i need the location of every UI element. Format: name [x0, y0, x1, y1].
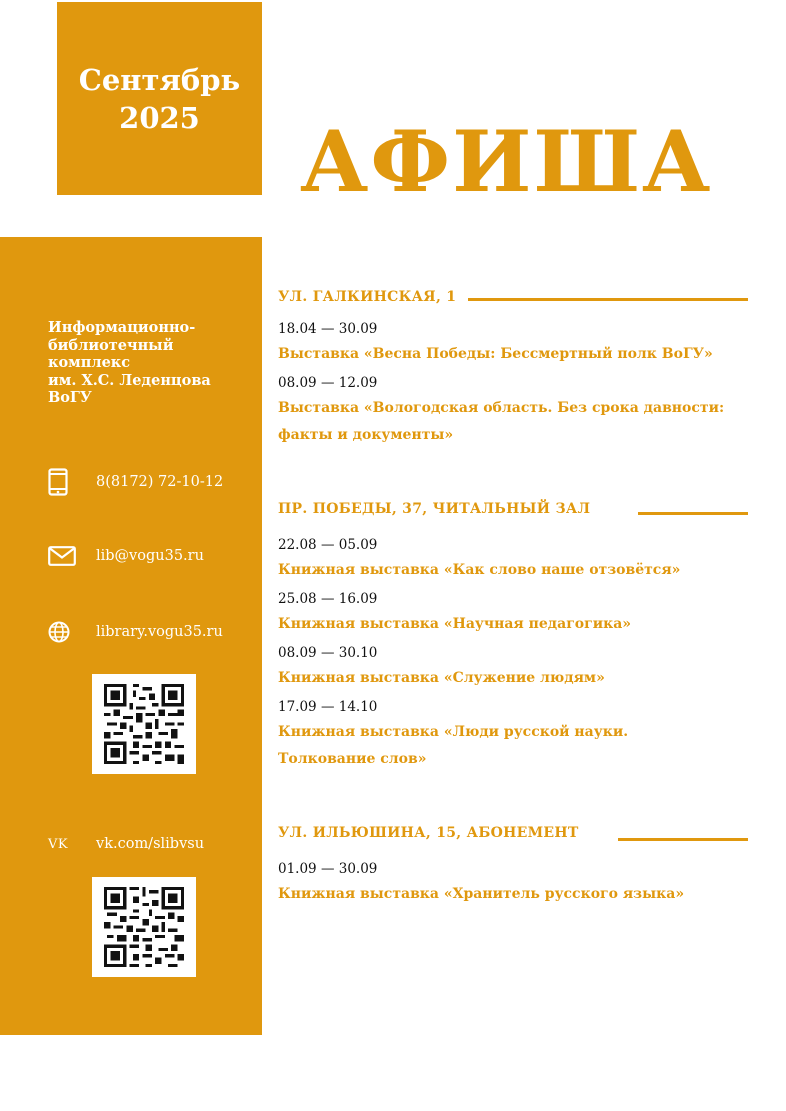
page-title: АФИША: [300, 112, 713, 211]
vk-icon: VK: [48, 836, 69, 852]
section-divider: [468, 298, 748, 301]
mail-icon: [48, 541, 82, 571]
section-heading-label: ПР. ПОБЕДЫ, 37, ЧИТАЛЬНЫЙ ЗАЛ: [278, 501, 591, 517]
section-heading-galkinskaya: [278, 289, 748, 309]
event-date: 17.09 — 14.10: [278, 699, 378, 715]
org-line: библиотечный: [48, 336, 174, 354]
org-line: им. Х.С. Леденцова: [48, 371, 211, 389]
org-line: ВоГУ: [48, 389, 92, 406]
event-date: 18.04 — 30.09: [278, 321, 378, 337]
event-title: Книжная выставка «Как слово наше отзовётся»: [278, 562, 681, 578]
event-date: 08.09 — 12.09: [278, 375, 378, 391]
contact-vk: [48, 829, 258, 859]
event-title: Выставка «Весна Победы: Бессмертный полк ВоГУ»: [278, 346, 713, 362]
website-link[interactable]: library.vogu35.ru: [96, 624, 223, 640]
event-title: Книжная выставка «Служение людям»: [278, 670, 605, 686]
event-title: Выставка «Вологодская область. Без срока давности: факты и документы»: [278, 400, 725, 443]
section-heading-ilyushina: [278, 825, 748, 845]
contact-website: [48, 617, 258, 647]
event-date: 01.09 — 30.09: [278, 861, 378, 877]
date-box: [57, 2, 262, 195]
contact-email: [48, 541, 258, 571]
globe-icon: [48, 617, 82, 647]
section-divider: [638, 512, 748, 515]
phone-number[interactable]: 8(8172) 72-10-12: [96, 474, 224, 490]
org-line: Информационно-: [48, 319, 196, 336]
email-address[interactable]: lib@vogu35.ru: [96, 548, 204, 564]
event-title: Книжная выставка «Хранитель русского языка»: [278, 886, 685, 902]
section-heading-label: УЛ. ИЛЬЮШИНА, 15, АБОНЕМЕНТ: [278, 825, 579, 841]
event-date: 22.08 — 05.09: [278, 537, 378, 553]
event-date: 08.09 — 30.10: [278, 645, 378, 661]
org-name: [48, 319, 248, 407]
event-title: Книжная выставка «Научная педагогика»: [278, 616, 632, 632]
vk-link[interactable]: vk.com/slibvsu: [96, 836, 205, 852]
org-line: комплекс: [48, 354, 131, 371]
section-heading-label: УЛ. ГАЛКИНСКАЯ, 1: [278, 289, 457, 305]
sidebar: [0, 237, 262, 1035]
phone-icon: [48, 467, 82, 497]
qr-code-website[interactable]: [92, 674, 196, 774]
section-heading-pobedy: [278, 501, 748, 521]
month-label: Сентябрь: [78, 62, 241, 97]
event-date: 25.08 — 16.09: [278, 591, 378, 607]
event-title: Книжная выставка «Люди русской науки. Толкование слов»: [278, 724, 629, 767]
section-divider: [618, 838, 748, 841]
contact-phone: [48, 467, 258, 497]
qr-code-vk[interactable]: [92, 877, 196, 977]
year-label: 2025: [119, 100, 200, 135]
